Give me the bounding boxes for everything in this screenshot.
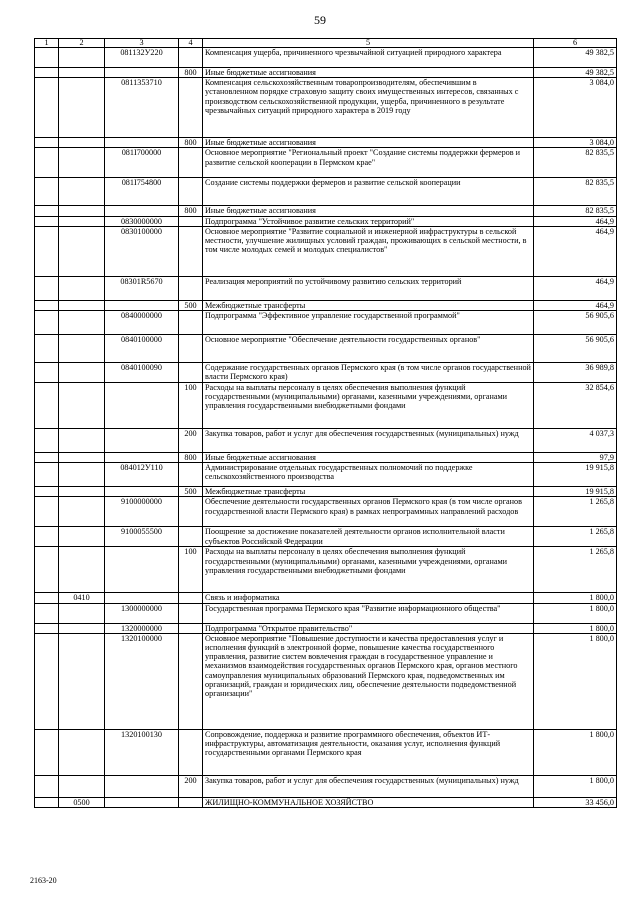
cell-section (35, 797, 59, 807)
cell-expense-type (179, 603, 203, 623)
cell-expense-type (179, 78, 203, 138)
cell-expense-type (179, 633, 203, 729)
cell-section (35, 148, 59, 178)
cell-expense-type (179, 48, 203, 68)
cell-description: Расходы на выплаты персоналу в целях обеспечения выполнения функций государственными (муниципальными) органами, казенными учреждениями, органами управления государственными внебюджетными фондами (203, 547, 534, 593)
cell-target-article (105, 547, 179, 593)
table-row (35, 547, 617, 593)
cell-section (35, 178, 59, 206)
cell-description: Подпрограмма "Устойчивое развитие сельских территорий" (203, 216, 534, 226)
cell-section (35, 48, 59, 68)
cell-amount: 3 084,0 (534, 78, 617, 138)
cell-description: Основное мероприятие "Обеспечение деятельности государственных органов" (203, 335, 534, 363)
cell-description: Реализация мероприятий по устойчивому развитию сельских территорий (203, 276, 534, 300)
cell-expense-type: 800 (179, 68, 203, 78)
table-row (35, 138, 617, 148)
cell-description: Основное мероприятие "Региональный проект "Создание системы поддержки фермеров и развитие сельской кооперации в Пермском крае" (203, 148, 534, 178)
cell-expense-type (179, 797, 203, 807)
cell-description: Основное мероприятие "Развитие социальной и инженерной инфраструктуры в сельской местности, улучшение жилищных условий граждан, проживающих в сельской местности, в том числе молодых семей и молодых специалистов" (203, 226, 534, 276)
cell-description: Иные бюджетные ассигнования (203, 453, 534, 463)
cell-amount: 3 084,0 (534, 138, 617, 148)
table-row (35, 216, 617, 226)
cell-subsection (59, 363, 105, 383)
cell-description: Государственная программа Пермского края "Развитие информационного общества" (203, 603, 534, 623)
cell-amount: 1 265,8 (534, 497, 617, 527)
cell-amount: 1 800,0 (534, 593, 617, 603)
cell-target-article: 9100055500 (105, 527, 179, 547)
cell-expense-type: 800 (179, 453, 203, 463)
cell-subsection (59, 623, 105, 633)
cell-target-article: 0830100000 (105, 226, 179, 276)
cell-subsection (59, 206, 105, 216)
table-row (35, 226, 617, 276)
cell-subsection: 0500 (59, 797, 105, 807)
header-cell: 6 (534, 39, 617, 48)
cell-subsection (59, 527, 105, 547)
cell-expense-type (179, 623, 203, 633)
table-row (35, 623, 617, 633)
cell-target-article: 0840100000 (105, 335, 179, 363)
cell-subsection (59, 429, 105, 453)
cell-section (35, 453, 59, 463)
cell-subsection (59, 48, 105, 68)
cell-expense-type: 200 (179, 775, 203, 797)
cell-amount: 56 905,6 (534, 311, 617, 335)
cell-subsection (59, 138, 105, 148)
cell-expense-type (179, 497, 203, 527)
cell-section (35, 429, 59, 453)
cell-description: Компенсация ущерба, причиненного чрезвычайной ситуацией природного характера (203, 48, 534, 68)
table-row (35, 178, 617, 206)
cell-amount: 1 800,0 (534, 633, 617, 729)
cell-amount: 19 915,8 (534, 463, 617, 487)
cell-description: Расходы на выплаты персоналу в целях обеспечения выполнения функций государственными (муниципальными) органами, казенными учреждениями, органами управления государственными внебюджетными фондами (203, 383, 534, 429)
table-row (35, 363, 617, 383)
cell-section (35, 497, 59, 527)
header-cell: 4 (179, 39, 203, 48)
header-cell: 2 (59, 39, 105, 48)
cell-expense-type (179, 527, 203, 547)
cell-section (35, 463, 59, 487)
cell-target-article: 081I700000 (105, 148, 179, 178)
cell-target-article (105, 797, 179, 807)
cell-subsection (59, 226, 105, 276)
cell-subsection: 0410 (59, 593, 105, 603)
cell-section (35, 623, 59, 633)
cell-subsection (59, 497, 105, 527)
cell-target-article: 1300000000 (105, 603, 179, 623)
cell-description: Поощрение за достижение показателей деятельности органов исполнительной власти субъектов Российской Федерации (203, 527, 534, 547)
cell-target-article (105, 206, 179, 216)
cell-subsection (59, 216, 105, 226)
cell-expense-type: 100 (179, 383, 203, 429)
cell-amount: 1 265,8 (534, 527, 617, 547)
cell-subsection (59, 547, 105, 593)
cell-subsection (59, 78, 105, 138)
cell-description: Иные бюджетные ассигнования (203, 138, 534, 148)
cell-target-article (105, 453, 179, 463)
budget-table (34, 38, 617, 808)
cell-amount: 464,9 (534, 216, 617, 226)
cell-description: Межбюджетные трансферты (203, 300, 534, 310)
header-cell: 5 (203, 39, 534, 48)
cell-amount: 82 835,5 (534, 206, 617, 216)
table-row (35, 300, 617, 310)
table-row (35, 206, 617, 216)
cell-description: ЖИЛИЩНО-КОММУНАЛЬНОЕ ХОЗЯЙСТВО (203, 797, 534, 807)
table-row (35, 276, 617, 300)
cell-target-article (105, 429, 179, 453)
cell-description: Межбюджетные трансферты (203, 487, 534, 497)
cell-subsection (59, 453, 105, 463)
cell-amount: 49 382,5 (534, 68, 617, 78)
cell-description: Подпрограмма "Эффективное управление государственной программой" (203, 311, 534, 335)
cell-description: Компенсация сельскохозяйственным товаропроизводителям, обеспечившим в установленном порядке страховую защиту своих имущественных интересов, связанных с производством сельскохозяйственной продукции, ущерба, причиненного в результате чрезвычайных ситуаций природного характера в 2019 году (203, 78, 534, 138)
cell-section (35, 593, 59, 603)
cell-expense-type (179, 593, 203, 603)
table-row (35, 775, 617, 797)
cell-amount: 1 800,0 (534, 623, 617, 633)
table-row (35, 335, 617, 363)
cell-subsection (59, 633, 105, 729)
cell-section (35, 216, 59, 226)
cell-subsection (59, 729, 105, 775)
cell-subsection (59, 383, 105, 429)
cell-expense-type: 800 (179, 138, 203, 148)
table-row (35, 487, 617, 497)
cell-expense-type (179, 311, 203, 335)
cell-expense-type: 200 (179, 429, 203, 453)
cell-amount: 82 835,5 (534, 178, 617, 206)
cell-subsection (59, 487, 105, 497)
cell-description: Закупка товаров, работ и услуг для обеспечения государственных (муниципальных) нужд (203, 775, 534, 797)
cell-subsection (59, 463, 105, 487)
table-row (35, 383, 617, 429)
cell-target-article (105, 68, 179, 78)
cell-target-article (105, 138, 179, 148)
cell-description: Закупка товаров, работ и услуг для обеспечения государственных (муниципальных) нужд (203, 429, 534, 453)
cell-target-article (105, 487, 179, 497)
cell-amount: 464,9 (534, 276, 617, 300)
cell-expense-type (179, 178, 203, 206)
cell-target-article: 9100000000 (105, 497, 179, 527)
cell-target-article: 1320100130 (105, 729, 179, 775)
cell-expense-type (179, 276, 203, 300)
table-row (35, 429, 617, 453)
table-header-row (35, 39, 617, 48)
cell-expense-type: 800 (179, 206, 203, 216)
cell-target-article: 1320000000 (105, 623, 179, 633)
cell-target-article: 08301R5670 (105, 276, 179, 300)
cell-amount: 56 905,6 (534, 335, 617, 363)
cell-section (35, 363, 59, 383)
table-row (35, 148, 617, 178)
cell-subsection (59, 775, 105, 797)
cell-description: Основное мероприятие "Повышение доступности и качества предоставления услуг и исполнения функций в электронной форме, повышение качества государственного управления, развитие систем вовлечения граждан в государственное управление и механизмов взаимодействия государственных органов Пермского края, органов местного самоуправления муниципальных образований Пермского края, подведомственных им организаций, граждан и юридических лиц, обеспечение деятельности подведомственной организации" (203, 633, 534, 729)
table-row (35, 453, 617, 463)
cell-amount: 1 800,0 (534, 775, 617, 797)
page-number: 59 (314, 13, 326, 27)
cell-section (35, 383, 59, 429)
cell-subsection (59, 178, 105, 206)
cell-description: Содержание государственных органов Пермского края (в том числе органов государственной власти Пермского края) (203, 363, 534, 383)
cell-expense-type (179, 216, 203, 226)
cell-description: Иные бюджетные ассигнования (203, 206, 534, 216)
table-row (35, 497, 617, 527)
cell-expense-type (179, 729, 203, 775)
cell-target-article: 1320100000 (105, 633, 179, 729)
cell-section (35, 775, 59, 797)
cell-amount: 82 835,5 (534, 148, 617, 178)
cell-section (35, 68, 59, 78)
cell-section (35, 311, 59, 335)
cell-subsection (59, 603, 105, 623)
cell-target-article: 0840100090 (105, 363, 179, 383)
header-cell: 1 (35, 39, 59, 48)
table-row (35, 527, 617, 547)
cell-expense-type (179, 148, 203, 178)
cell-section (35, 603, 59, 623)
cell-section (35, 335, 59, 363)
cell-section (35, 276, 59, 300)
cell-amount: 1 800,0 (534, 603, 617, 623)
cell-amount: 464,9 (534, 300, 617, 310)
cell-description: Создание системы поддержки фермеров и развитие сельской кооперации (203, 178, 534, 206)
cell-subsection (59, 276, 105, 300)
table-row (35, 633, 617, 729)
cell-section (35, 206, 59, 216)
cell-amount: 19 915,8 (534, 487, 617, 497)
cell-amount: 49 382,5 (534, 48, 617, 68)
cell-amount: 464,9 (534, 226, 617, 276)
table-row (35, 463, 617, 487)
cell-section (35, 300, 59, 310)
cell-target-article: 081132У220 (105, 48, 179, 68)
cell-target-article: 081I754800 (105, 178, 179, 206)
cell-expense-type (179, 335, 203, 363)
cell-section (35, 78, 59, 138)
cell-expense-type: 500 (179, 300, 203, 310)
cell-amount: 1 800,0 (534, 729, 617, 775)
cell-section (35, 487, 59, 497)
cell-description: Связь и информатика (203, 593, 534, 603)
cell-section (35, 138, 59, 148)
cell-section (35, 226, 59, 276)
cell-amount: 36 989,8 (534, 363, 617, 383)
cell-subsection (59, 148, 105, 178)
cell-target-article: 0811353710 (105, 78, 179, 138)
table-row (35, 48, 617, 68)
cell-description: Подпрограмма "Открытое правительство" (203, 623, 534, 633)
cell-subsection (59, 68, 105, 78)
cell-amount: 1 265,8 (534, 547, 617, 593)
cell-description: Сопровождение, поддержка и развитие программного обеспечения, объектов ИТ-инфраструктуры, автоматизация деятельности, оказания услуг, исполнения функций государственными органами Пермского края (203, 729, 534, 775)
cell-expense-type: 500 (179, 487, 203, 497)
cell-amount: 4 037,3 (534, 429, 617, 453)
cell-description: Иные бюджетные ассигнования (203, 68, 534, 78)
cell-subsection (59, 335, 105, 363)
cell-target-article (105, 775, 179, 797)
table-row (35, 797, 617, 807)
cell-section (35, 633, 59, 729)
table-row (35, 729, 617, 775)
cell-amount: 33 456,0 (534, 797, 617, 807)
cell-section (35, 527, 59, 547)
footer-code: 2163-20 (30, 876, 57, 885)
cell-expense-type (179, 226, 203, 276)
table-row (35, 311, 617, 335)
cell-target-article (105, 300, 179, 310)
cell-target-article (105, 383, 179, 429)
cell-description: Администрирование отдельных государственных полномочий по поддержке сельскохозяйственного производства (203, 463, 534, 487)
cell-target-article: 0840000000 (105, 311, 179, 335)
cell-expense-type: 100 (179, 547, 203, 593)
cell-section (35, 729, 59, 775)
cell-description: Обеспечение деятельности государственных органов Пермского края (в том числе органов государственной власти Пермского края) в рамках непрограммных направлений расходов (203, 497, 534, 527)
table-row (35, 68, 617, 78)
table-row (35, 78, 617, 138)
cell-subsection (59, 300, 105, 310)
cell-expense-type (179, 463, 203, 487)
cell-amount: 32 854,6 (534, 383, 617, 429)
cell-target-article: 084012У110 (105, 463, 179, 487)
cell-target-article (105, 593, 179, 603)
cell-target-article: 0830000000 (105, 216, 179, 226)
table-row (35, 603, 617, 623)
header-cell: 3 (105, 39, 179, 48)
table-row (35, 593, 617, 603)
cell-expense-type (179, 363, 203, 383)
cell-subsection (59, 311, 105, 335)
cell-section (35, 547, 59, 593)
cell-amount: 97,9 (534, 453, 617, 463)
